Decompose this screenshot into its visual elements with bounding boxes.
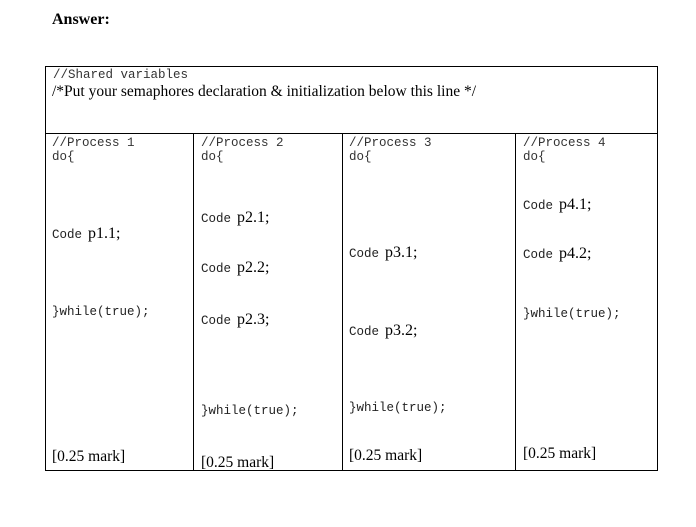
answer-heading: Answer:	[52, 11, 110, 28]
process-4-do: do{	[523, 150, 546, 164]
code-name: p4.2;	[559, 245, 592, 262]
code-name: p4.1;	[559, 196, 592, 213]
process-2-do: do{	[201, 150, 224, 164]
code-keyword: Code	[201, 314, 232, 328]
code-name: p1.1;	[88, 225, 121, 242]
semaphore-instruction: /*Put your semaphores declaration & initialization below this line */	[52, 83, 477, 100]
process-4-comment: //Process 4	[523, 136, 606, 150]
code-name: p2.2;	[237, 259, 270, 276]
code-keyword: Code	[201, 262, 232, 276]
process-3-code-1[interactable]	[349, 244, 417, 262]
process-2-mark: [0.25 mark]	[201, 454, 275, 471]
process-4-code-2[interactable]	[523, 245, 591, 263]
code-keyword: Code	[523, 199, 554, 213]
process-table	[45, 133, 658, 471]
process-4-header	[523, 136, 606, 164]
process-2-comment: //Process 2	[201, 136, 284, 150]
process-3-header	[349, 136, 432, 164]
code-keyword: Code	[201, 212, 232, 226]
process-3-comment: //Process 3	[349, 136, 432, 150]
code-name: p3.2;	[385, 322, 418, 339]
code-keyword: Code	[349, 247, 380, 261]
code-keyword: Code	[523, 248, 554, 262]
process-3-mark: [0.25 mark]	[349, 447, 423, 464]
column-divider	[515, 134, 516, 470]
process-2-code-1[interactable]	[201, 209, 269, 227]
column-divider	[193, 134, 194, 470]
code-keyword: Code	[349, 325, 380, 339]
process-1-comment: //Process 1	[52, 136, 135, 150]
process-2-header	[201, 136, 284, 164]
process-2-code-3[interactable]	[201, 311, 269, 329]
code-keyword: Code	[52, 228, 83, 242]
process-4-code-1[interactable]	[523, 196, 591, 214]
code-name: p2.1;	[237, 209, 270, 226]
process-3-while: }while(true);	[349, 401, 447, 415]
process-3-code-2[interactable]	[349, 322, 417, 340]
code-name: p3.1;	[385, 244, 418, 261]
process-2-code-2[interactable]	[201, 259, 269, 277]
process-1-while: }while(true);	[52, 305, 150, 319]
process-3-do: do{	[349, 150, 372, 164]
column-divider	[342, 134, 343, 470]
code-name: p2.3;	[237, 311, 270, 328]
process-1-mark: [0.25 mark]	[52, 448, 126, 465]
process-1-header	[52, 136, 135, 164]
process-2-while: }while(true);	[201, 404, 299, 418]
process-4-mark: [0.25 mark]	[523, 445, 597, 462]
process-1-code-1[interactable]	[52, 225, 120, 243]
process-4-while: }while(true);	[523, 307, 621, 321]
process-1-do: do{	[52, 150, 75, 164]
shared-variables-box[interactable]	[45, 66, 658, 134]
shared-variables-comment: //Shared variables	[53, 68, 189, 82]
